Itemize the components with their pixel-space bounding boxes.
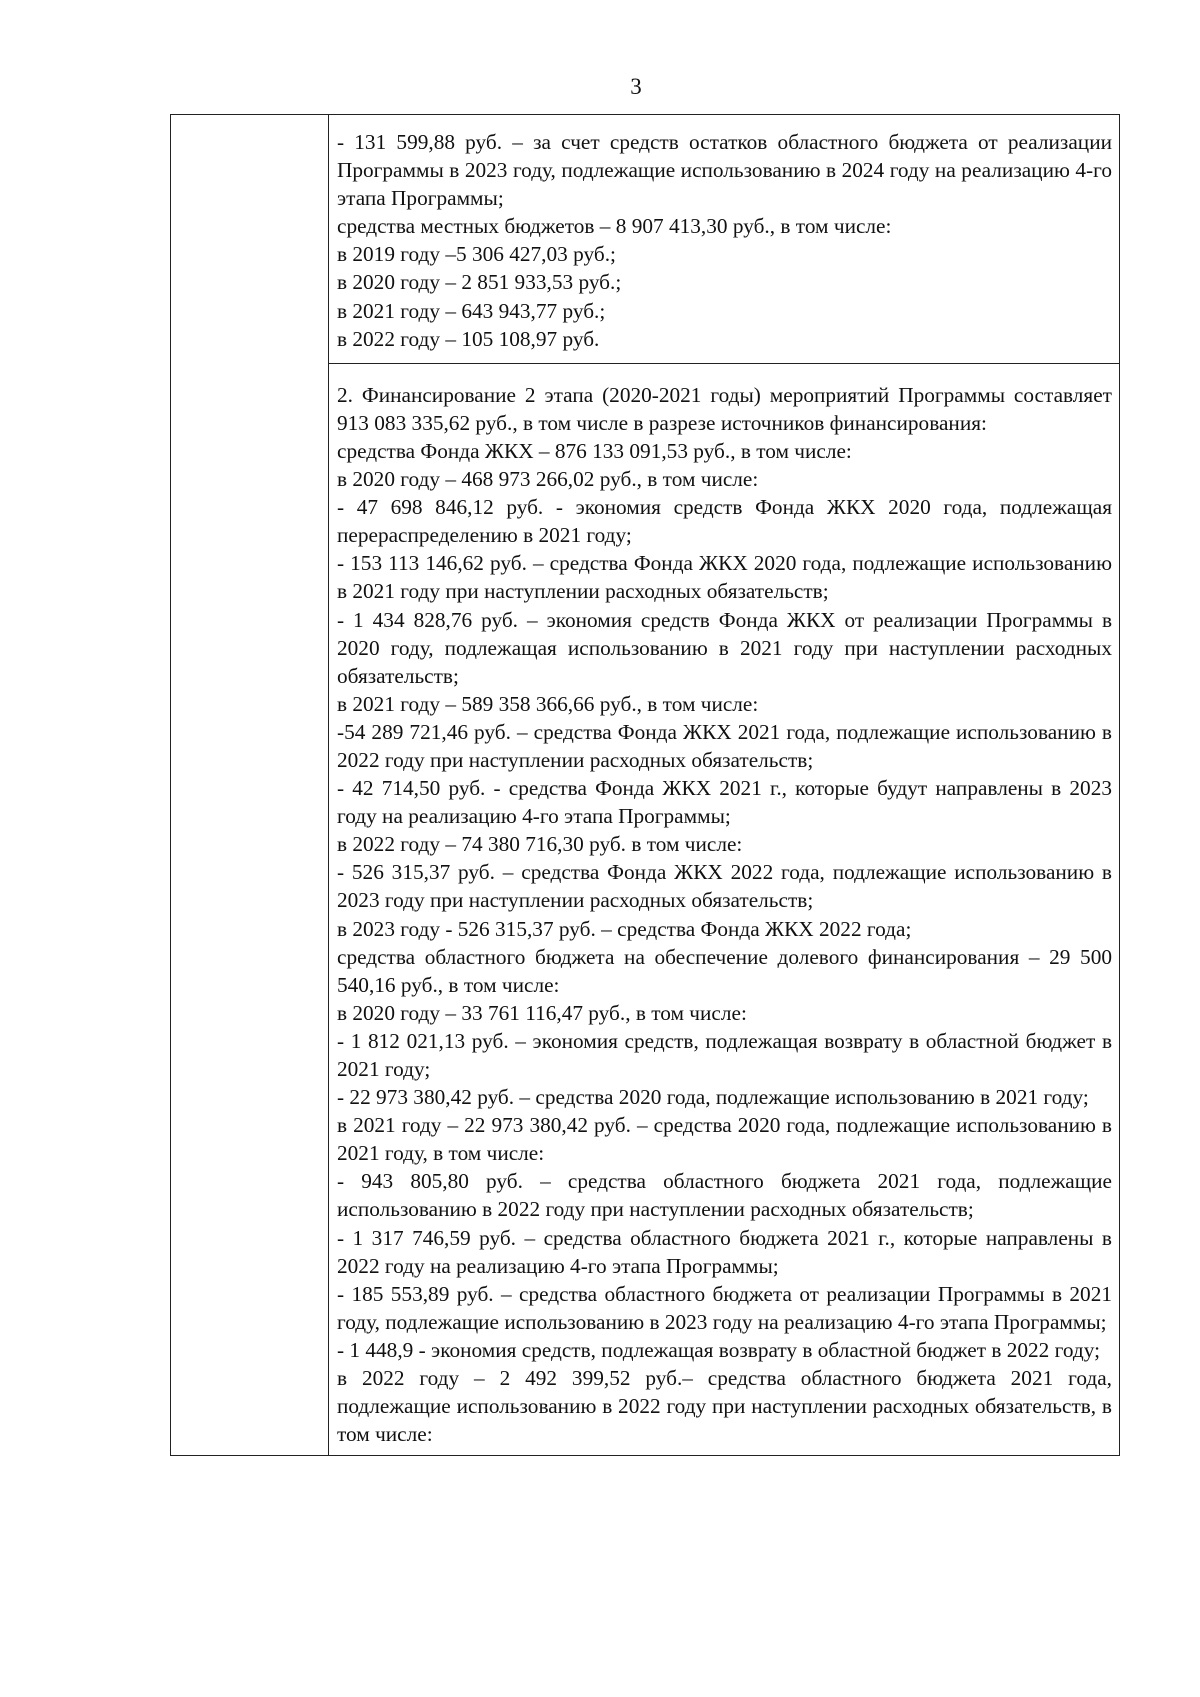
paragraph: - 943 805,80 руб. – средства областного бюджета 2021 года, подлежащие использованию в 2022 году при наступлении расходных обязательств; xyxy=(337,1169,1112,1222)
paragraph: в 2020 году – 468 973 266,02 руб., в том числе: xyxy=(337,467,759,492)
paragraph: -54 289 721,46 руб. – средства Фонда ЖКХ 2021 года, подлежащие использованию в 2022 году при наступлении расходных обязательств; xyxy=(337,719,1112,772)
paragraph: - 1 812 021,13 руб. – экономия средств, подлежащая возврату в областной бюджет в 2021 году; xyxy=(337,1028,1112,1081)
paragraph: - 1 317 746,59 руб. – средства областного бюджета 2021 г., которые направлены в 2022 году на реализацию 4-го этапа Программы; xyxy=(337,1225,1112,1278)
paragraph: в 2022 году – 2 492 399,52 руб.– средства областного бюджета 2021 года, подлежащие использованию в 2022 году при наступлении расходных обязательств, в том числе: xyxy=(337,1366,1112,1447)
paragraph: - 131 599,88 руб. – за счет средств остатков областного бюджета от реализации Программы в 2023 году, подлежащие использованию в 2024 году на реализацию 4-го этапа Программы; xyxy=(337,130,1112,211)
table-row xyxy=(171,115,1120,364)
paragraph: в 2020 году – 2 851 933,53 руб.; xyxy=(337,270,622,295)
paragraph: в 2022 году – 105 108,97 руб. xyxy=(337,326,600,351)
paragraph: в 2021 году – 22 973 380,42 руб. – средства 2020 года, подлежащие использованию в 2021 году, в том числе: xyxy=(337,1113,1112,1166)
paragraph: - 1 434 828,76 руб. – экономия средств Фонда ЖКХ от реализации Программы в 2020 году, подлежащая использованию в 2021 году при наступлении расходных обязательств; xyxy=(337,607,1112,688)
page-number: 3 xyxy=(630,74,642,99)
paragraph: - 47 698 846,12 руб. - экономия средств Фонда ЖКХ 2020 года, подлежащая перераспределению в 2021 году; xyxy=(337,495,1112,548)
empty-label-cell xyxy=(171,115,329,1456)
paragraph: 2. Финансирование 2 этапа (2020-2021 годы) мероприятий Программы составляет 913 083 335,62 руб., в том числе в разрезе источников финансирования: xyxy=(337,382,1112,435)
financing-table xyxy=(170,114,1120,1456)
paragraph: - 185 553,89 руб. – средства областного бюджета от реализации Программы в 2021 году, подлежащие использованию в 2023 году на реализацию 4-го этапа Программы; xyxy=(337,1281,1112,1334)
paragraph: в 2023 году - 526 315,37 руб. – средства Фонда ЖКХ 2022 года; xyxy=(337,916,912,941)
content-cell-2 xyxy=(329,363,1120,1456)
paragraph: средства областного бюджета на обеспечение долевого финансирования – 29 500 540,16 руб., в том числе: xyxy=(337,944,1112,997)
paragraph: средства Фонда ЖКХ – 876 133 091,53 руб., в том числе: xyxy=(337,438,852,463)
paragraph: - 1 448,9 - экономия средств, подлежащая возврату в областной бюджет в 2022 году; xyxy=(337,1337,1100,1362)
paragraph: в 2021 году – 643 943,77 руб.; xyxy=(337,298,606,323)
paragraph: - 526 315,37 руб. – средства Фонда ЖКХ 2022 года, подлежащие использованию в 2023 году при наступлении расходных обязательств; xyxy=(337,860,1112,913)
paragraph: - 22 973 380,42 руб. – средства 2020 года, подлежащие использованию в 2021 году; xyxy=(337,1085,1089,1110)
paragraph: в 2021 году – 589 358 366,66 руб., в том числе: xyxy=(337,691,759,716)
paragraph: в 2019 году –5 306 427,03 руб.; xyxy=(337,242,616,267)
paragraph: в 2020 году – 33 761 116,47 руб., в том числе: xyxy=(337,1000,747,1025)
paragraph: - 153 113 146,62 руб. – средства Фонда ЖКХ 2020 года, подлежащие использованию в 2021 году при наступлении расходных обязательств; xyxy=(337,551,1112,604)
content-cell-1 xyxy=(329,115,1120,364)
paragraph: в 2022 году – 74 380 716,30 руб. в том числе: xyxy=(337,832,743,857)
paragraph: - 42 714,50 руб. - средства Фонда ЖКХ 2021 г., которые будут направлены в 2023 году на реализацию 4-го этапа Программы; xyxy=(337,776,1112,829)
paragraph: средства местных бюджетов – 8 907 413,30 руб., в том числе: xyxy=(337,214,892,239)
